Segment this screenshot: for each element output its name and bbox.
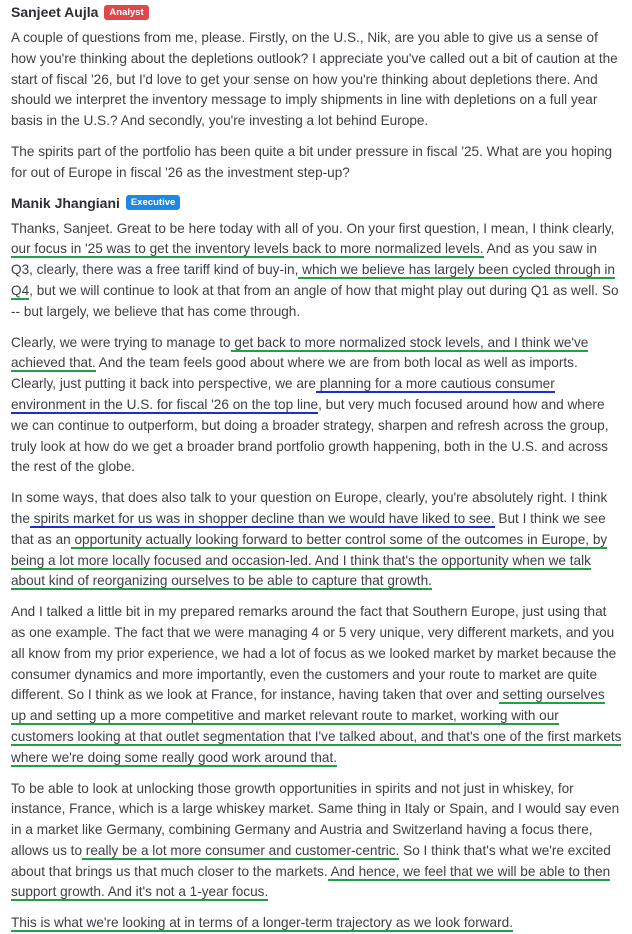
paragraph xyxy=(11,602,622,768)
text: And as you saw in Q3, clearly, there was a free tariff kind of buy-in, xyxy=(11,241,597,278)
text: In some ways, that does also talk to your question on Europe, clearly, you're absolutely right. I think the xyxy=(11,490,608,526)
speaker-header xyxy=(11,194,622,212)
highlight-green: opportunity actually looking forward to better control some of the outcomes in Europe, by being a lot more locally focused and occasion-led. And I think that's the opportunity when we talk about kind of reorganizing ourselves to be able to capture that growth. xyxy=(11,531,608,589)
paragraph xyxy=(11,779,622,904)
highlight-green: This is what we're looking at in terms of a longer-term trajectory as we look forward. xyxy=(11,915,513,931)
executive-turn xyxy=(11,194,622,934)
role-badge-analyst: Analyst xyxy=(104,5,148,20)
speaker-name: Sanjeet Aujla xyxy=(11,4,99,20)
text: To be able to look at unlocking those growth opportunities in spirits and not just in whiskey, for instance, France, which is a large whiskey market. Same thing in Italy or Spain, and I would say even in a market like Germany, combining Germany and Austria and Switzerland having a focus there, allows us to xyxy=(11,780,620,858)
highlight-green: really be a lot more consumer and customer-centric. xyxy=(82,842,400,858)
text: And I talked a little bit in my prepared remarks around the fact that Southern Europe, just using that as one example. The fact that we were managing 4 or 5 very unique, very different markets, and you all know from my prior experience, we had a lot of focus as we looked market by market because the consumer dynamics and more importantly, even the customers and your route to market are quite different. So I think as we look at France, for instance, having taken that over and xyxy=(11,604,617,703)
paragraph xyxy=(11,913,622,934)
paragraph xyxy=(11,333,622,479)
role-badge-executive: Executive xyxy=(126,195,180,210)
highlight-green: our focus in '25 was to get the inventory levels back to more normalized levels. xyxy=(11,241,484,257)
speaker-name: Manik Jhangiani xyxy=(11,194,120,211)
text: And the team feels good about where we are from both local as well as imports. Clearly, just putting it back into perspective, we are xyxy=(11,355,578,392)
highlight-green: setting ourselves up and setting up a more competitive and market relevant route to market, working with our customers looking at that outlet segmentation that I've talked about, and that's one of the first markets where we're doing some really good work around that. xyxy=(11,687,622,765)
analyst-turn xyxy=(11,3,622,184)
highlight-blue: planning for a more cautious consumer environment in the U.S. for fiscal '26 on the top line xyxy=(11,376,555,412)
speaker-header xyxy=(11,3,622,21)
highlight-blue: spirits market for us was in shopper decline than we would have liked to see. xyxy=(29,510,495,526)
highlight-green: get back to more normalized stock levels, and I think we've achieved that. xyxy=(11,334,589,371)
text: But I think we see that as an xyxy=(11,510,606,547)
paragraph xyxy=(11,488,622,592)
paragraph: A couple of questions from me, please. Firstly, on the U.S., Nik, are you able to give us a sense of how you're thinking about the depletions outlook? I appreciate you've called out a bit of caution at the start of fiscal '26, but I'd love to get your sense on how you're thinking about depletions there. And should we interpret the inventory message to imply shipments in line with depletions on a full year basis in the U.S.? And secondly, you're investing a lot behind Europe. xyxy=(11,30,618,129)
paragraph xyxy=(11,219,622,323)
text: Clearly, we were trying to manage to xyxy=(11,334,231,350)
text: So I think that's what we're excited about that brings us that much closer to the markets. xyxy=(11,842,611,879)
text: Thanks, Sanjeet. Great to be here today with all of you. On your first question, I mean, I think clearly, xyxy=(11,220,615,236)
text: , but we will continue to look at that from an angle of how that might play out during Q1 as well. So -- but largely, we believe that has come through. xyxy=(11,282,619,319)
paragraph: The spirits part of the portfolio has been quite a bit under pressure in fiscal '25. What are you hoping for out of Europe in fiscal '26 as the investment step-up? xyxy=(11,143,613,180)
highlight-green: And hence, we feel that we will be able to then support growth. And it's not a 1-year focus. xyxy=(11,863,611,900)
text: , but very much focused around how and where we can continue to outperform, but doing a broader strategy, sharpen and refresh across the group, truly look at how do we get a broader brand portfolio growth happening, both in the U.S. and across the rest of the globe. xyxy=(11,396,609,475)
highlight-green: which we believe has largely been cycled through in Q4 xyxy=(11,262,615,298)
